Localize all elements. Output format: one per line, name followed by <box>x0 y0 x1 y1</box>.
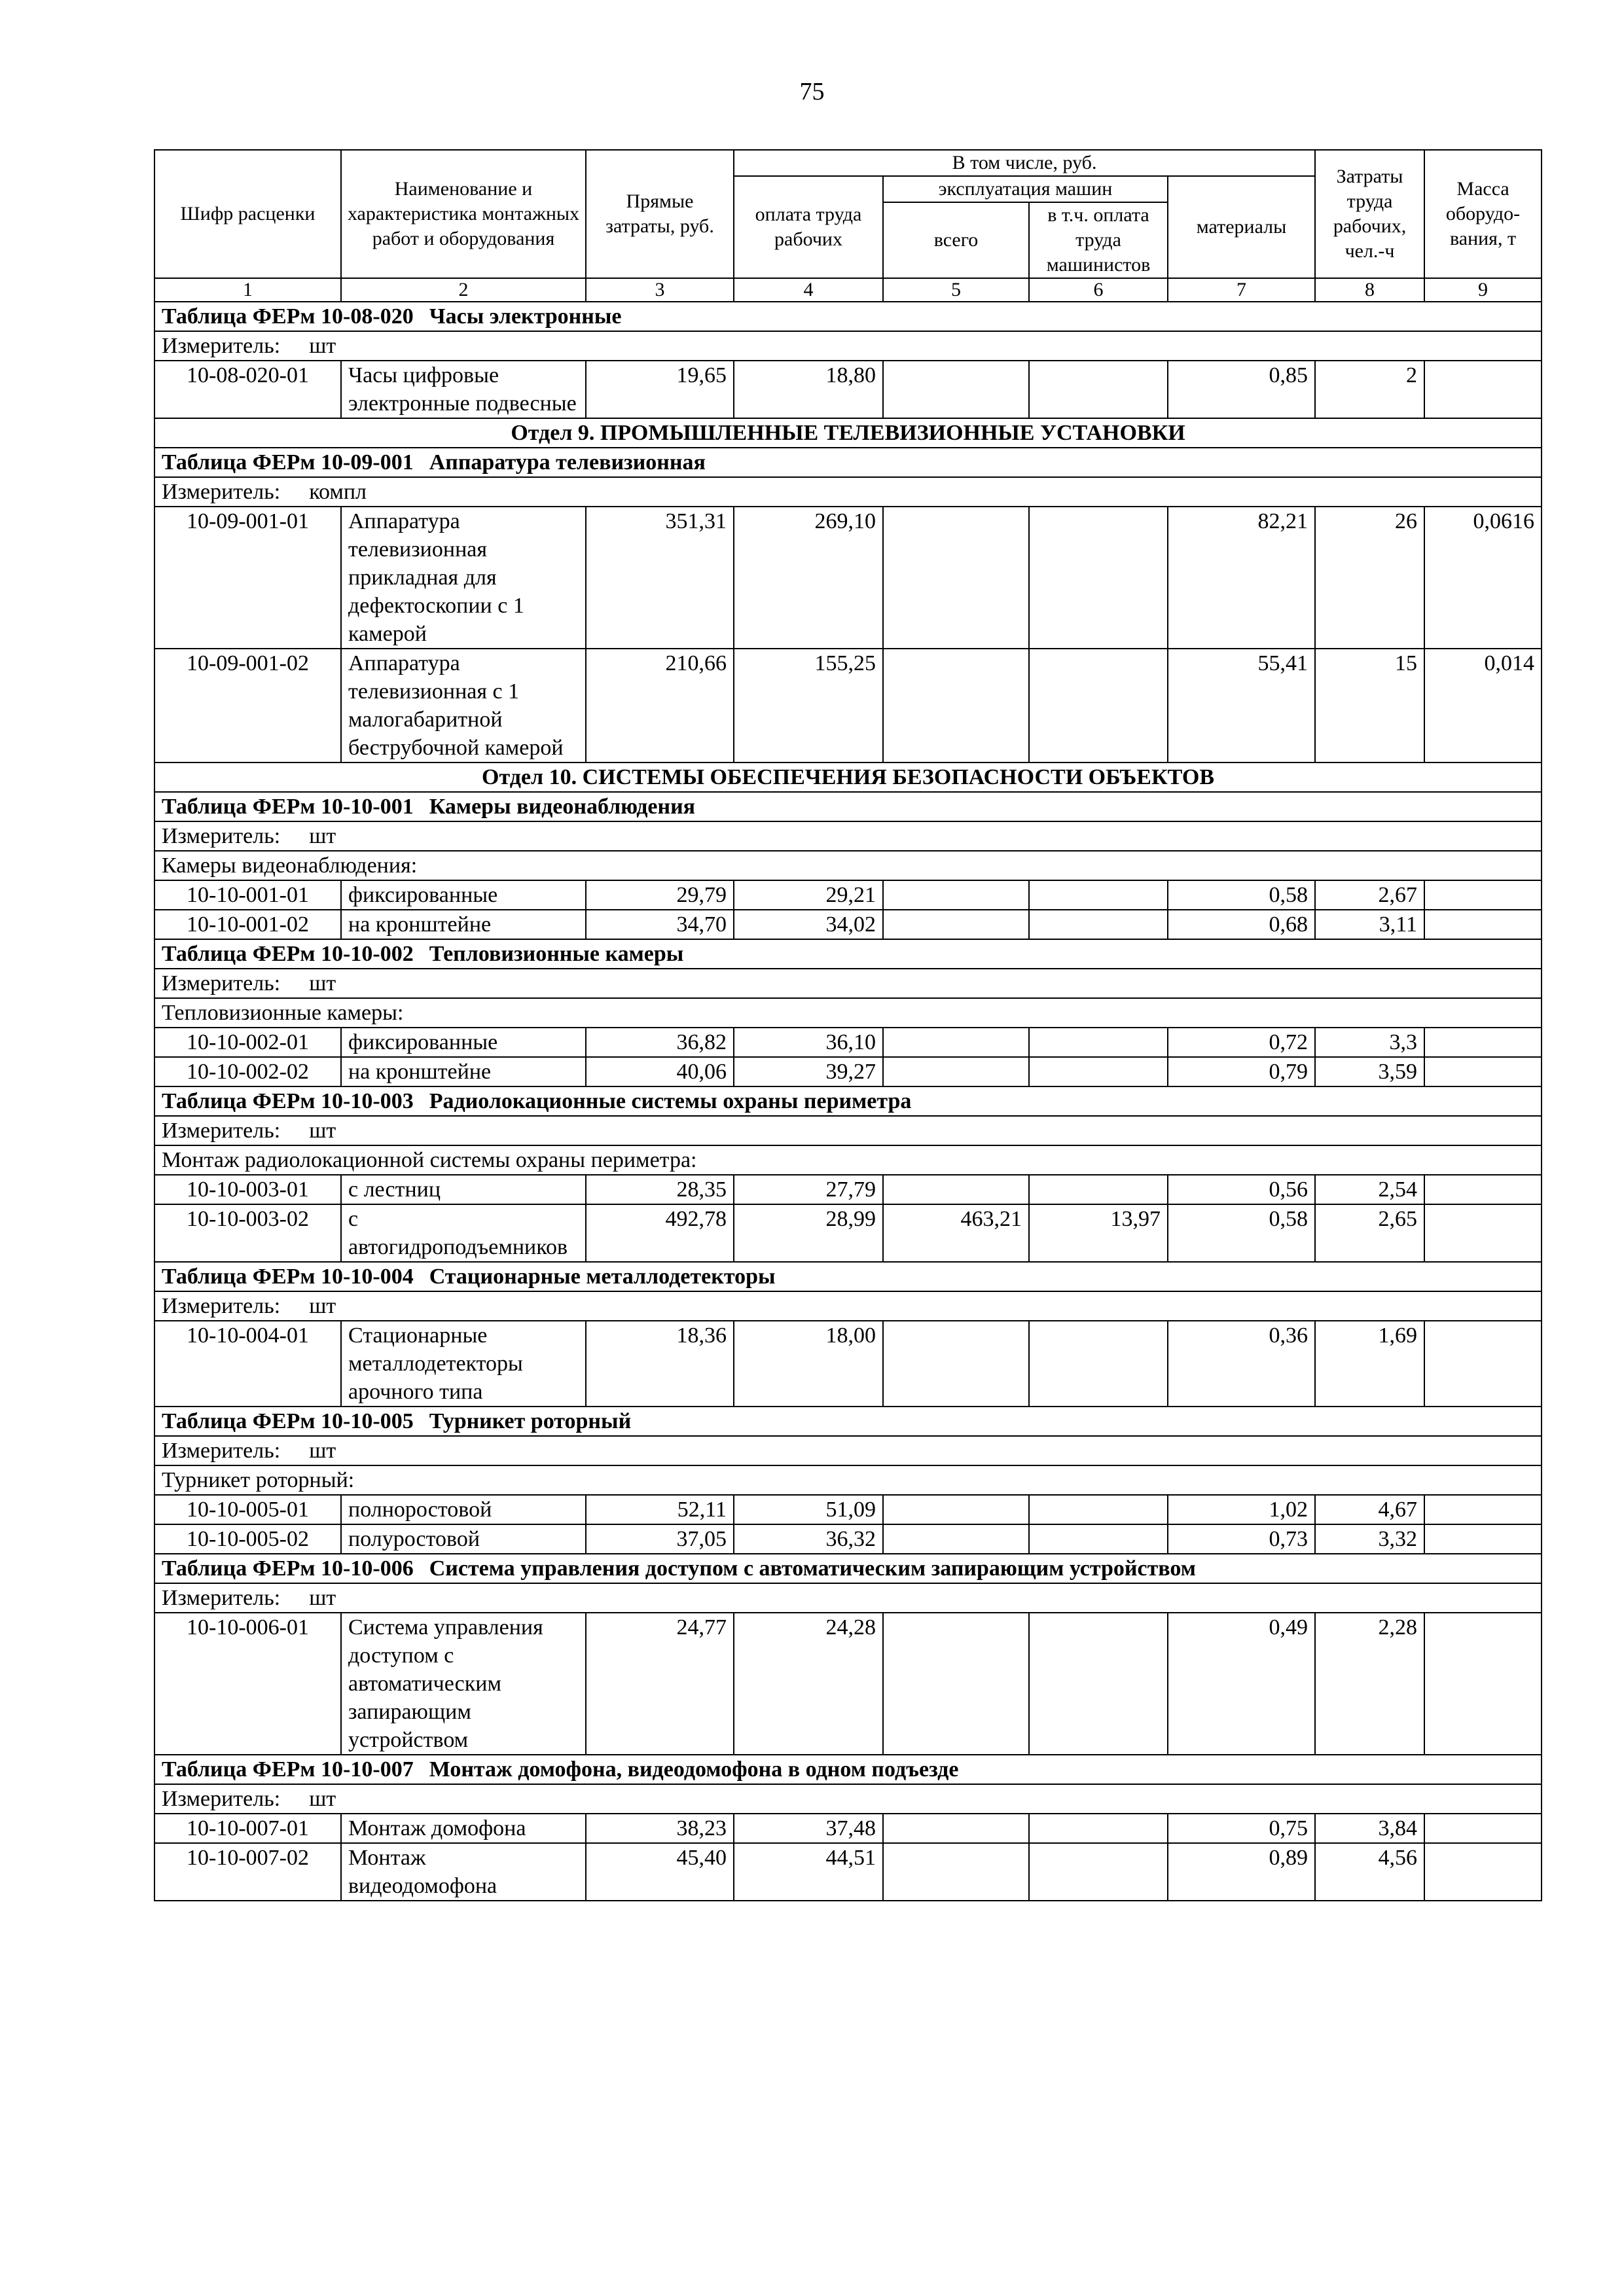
table-body <box>154 302 1542 1901</box>
labor-pay: 18,00 <box>734 1321 883 1407</box>
direct-cost: 18,36 <box>586 1321 734 1407</box>
table-row <box>154 507 1542 649</box>
labor-pay: 18,80 <box>734 361 883 418</box>
table-title-cell <box>154 448 1542 477</box>
labor-pay: 29,21 <box>734 880 883 910</box>
table-label: Таблица ФЕРм 10-08-020 <box>162 304 414 329</box>
labor-pay: 24,28 <box>734 1613 883 1755</box>
work-name: с автогидроподъемников <box>341 1204 586 1262</box>
table-title-cell <box>154 1086 1542 1116</box>
group-label: Монтаж радиолокационной системы охраны периметра: <box>154 1145 1542 1175</box>
machines-total <box>883 1057 1029 1086</box>
direct-cost: 492,78 <box>586 1204 734 1262</box>
table-title <box>162 793 1534 821</box>
table-name: Аппаратура телевизионная <box>429 450 706 475</box>
table-title-row <box>154 302 1542 331</box>
table-title-row <box>154 1755 1542 1784</box>
rate-code: 10-08-020-01 <box>154 361 341 418</box>
meter-cell <box>154 1291 1542 1321</box>
equipment-mass <box>1424 1028 1542 1057</box>
work-name: Монтаж видеодомофона <box>341 1843 586 1901</box>
work-name: фиксированные <box>341 1028 586 1057</box>
direct-cost: 28,35 <box>586 1175 734 1204</box>
column-numbers-row <box>154 278 1542 302</box>
meter-unit: компл <box>309 480 367 504</box>
equipment-mass <box>1424 1175 1542 1204</box>
table-title-cell <box>154 939 1542 969</box>
rate-code: 10-10-005-01 <box>154 1495 341 1524</box>
labor-pay: 34,02 <box>734 910 883 939</box>
meter-cell <box>154 821 1542 851</box>
header-code: Шифр расценки <box>154 150 341 278</box>
table-label: Таблица ФЕРм 10-10-005 <box>162 1409 414 1433</box>
labor-hours: 3,32 <box>1315 1524 1424 1554</box>
table-name: Монтаж домофона, видеодомофона в одном подъезде <box>429 1757 959 1782</box>
table-title-cell <box>154 1755 1542 1784</box>
labor-hours: 2,28 <box>1315 1613 1424 1755</box>
meter-unit: шт <box>309 1119 336 1143</box>
machines-total <box>883 361 1029 418</box>
table-row <box>154 1321 1542 1407</box>
materials-cost: 1,02 <box>1168 1495 1315 1524</box>
column-number: 3 <box>586 278 734 302</box>
labor-hours: 3,11 <box>1315 910 1424 939</box>
machines-total <box>883 1028 1029 1057</box>
labor-hours: 2,65 <box>1315 1204 1424 1262</box>
meter-label: Измеритель: <box>162 334 281 358</box>
table-title-cell <box>154 302 1542 331</box>
materials-cost: 0,49 <box>1168 1613 1315 1755</box>
section-title: Отдел 9. ПРОМЫШЛЕННЫЕ ТЕЛЕВИЗИОННЫЕ УСТАНОВКИ <box>154 418 1542 448</box>
machines-total <box>883 507 1029 649</box>
work-name: полуростовой <box>341 1524 586 1554</box>
group-row <box>154 851 1542 880</box>
table-title <box>162 1087 1534 1115</box>
machines-labor-pay <box>1029 1814 1168 1843</box>
materials-cost: 82,21 <box>1168 507 1315 649</box>
header-materials: материалы <box>1168 176 1315 278</box>
meter-row <box>154 1436 1542 1465</box>
table-row <box>154 910 1542 939</box>
labor-pay: 37,48 <box>734 1814 883 1843</box>
table-title-row <box>154 1407 1542 1436</box>
work-name: Аппаратура телевизионная прикладная для дефектоскопии с 1 камерой <box>341 507 586 649</box>
rate-code: 10-10-002-02 <box>154 1057 341 1086</box>
table-row <box>154 880 1542 910</box>
meter-cell <box>154 1784 1542 1814</box>
direct-cost: 210,66 <box>586 649 734 762</box>
table-row <box>154 1843 1542 1901</box>
machines-total: 463,21 <box>883 1204 1029 1262</box>
table-label: Таблица ФЕРм 10-10-001 <box>162 795 414 819</box>
group-row <box>154 998 1542 1028</box>
meter-row <box>154 821 1542 851</box>
meter-cell <box>154 331 1542 361</box>
meter-row <box>154 477 1542 507</box>
machines-labor-pay <box>1029 1613 1168 1755</box>
work-name: Монтаж домофона <box>341 1814 586 1843</box>
labor-hours: 4,56 <box>1315 1843 1424 1901</box>
work-name: Аппаратура телевизионная с 1 малогабаритной беструбочной камерой <box>341 649 586 762</box>
table-name: Турникет роторный <box>429 1409 632 1433</box>
labor-pay: 269,10 <box>734 507 883 649</box>
equipment-mass <box>1424 1524 1542 1554</box>
materials-cost: 0,85 <box>1168 361 1315 418</box>
rate-code: 10-09-001-02 <box>154 649 341 762</box>
labor-hours: 2,67 <box>1315 880 1424 910</box>
equipment-mass <box>1424 1613 1542 1755</box>
labor-pay: 51,09 <box>734 1495 883 1524</box>
table-name: Система управления доступом с автоматическим запирающим устройством <box>429 1556 1196 1581</box>
table-name: Радиолокационные системы охраны периметра <box>429 1089 912 1113</box>
table-row <box>154 1175 1542 1204</box>
work-name: Часы цифровые электронные подвесные <box>341 361 586 418</box>
equipment-mass <box>1424 361 1542 418</box>
materials-cost: 0,36 <box>1168 1321 1315 1407</box>
work-name: Стационарные металлодетекторы арочного типа <box>341 1321 586 1407</box>
equipment-mass: 0,014 <box>1424 649 1542 762</box>
column-number: 6 <box>1029 278 1168 302</box>
meter-row <box>154 331 1542 361</box>
rate-code: 10-09-001-01 <box>154 507 341 649</box>
equipment-mass <box>1424 1843 1542 1901</box>
header-machines: эксплуатация машин <box>883 176 1168 202</box>
table-row <box>154 1495 1542 1524</box>
group-label: Турникет роторный: <box>154 1465 1542 1495</box>
meter-cell <box>154 1436 1542 1465</box>
table-title-row <box>154 1262 1542 1291</box>
table-row <box>154 361 1542 418</box>
table-row <box>154 1814 1542 1843</box>
table-title <box>162 1263 1534 1291</box>
table-title <box>162 940 1534 968</box>
machines-total <box>883 1814 1029 1843</box>
group-row <box>154 1465 1542 1495</box>
machines-total <box>883 1495 1029 1524</box>
meter-row <box>154 1116 1542 1145</box>
table-title <box>162 1554 1534 1583</box>
direct-cost: 34,70 <box>586 910 734 939</box>
labor-hours: 3,59 <box>1315 1057 1424 1086</box>
section-row <box>154 418 1542 448</box>
equipment-mass <box>1424 1814 1542 1843</box>
header-name: Наименование и характеристика монтажных работ и оборудования <box>341 150 586 278</box>
machines-total <box>883 1175 1029 1204</box>
meter-unit: шт <box>309 971 336 996</box>
section-row <box>154 762 1542 792</box>
materials-cost: 0,72 <box>1168 1028 1315 1057</box>
table-title <box>162 1755 1534 1784</box>
rates-table <box>154 149 1542 1901</box>
labor-hours: 15 <box>1315 649 1424 762</box>
labor-hours: 2 <box>1315 361 1424 418</box>
table-title <box>162 302 1534 331</box>
rate-code: 10-10-007-02 <box>154 1843 341 1901</box>
column-number: 8 <box>1315 278 1424 302</box>
group-label: Тепловизионные камеры: <box>154 998 1542 1028</box>
materials-cost: 0,75 <box>1168 1814 1315 1843</box>
labor-hours: 26 <box>1315 507 1424 649</box>
header-labor: оплата труда рабочих <box>734 176 883 278</box>
table-title-row <box>154 448 1542 477</box>
meter-label: Измеритель: <box>162 1439 281 1463</box>
table-title-row <box>154 792 1542 821</box>
table-title-cell <box>154 1407 1542 1436</box>
machines-labor-pay <box>1029 1321 1168 1407</box>
direct-cost: 45,40 <box>586 1843 734 1901</box>
machines-labor-pay <box>1029 1495 1168 1524</box>
table-row <box>154 1204 1542 1262</box>
labor-hours: 3,3 <box>1315 1028 1424 1057</box>
labor-hours: 1,69 <box>1315 1321 1424 1407</box>
table-name: Часы электронные <box>429 304 622 329</box>
direct-cost: 351,31 <box>586 507 734 649</box>
machines-labor-pay <box>1029 1028 1168 1057</box>
machines-labor-pay <box>1029 880 1168 910</box>
meter-label: Измеритель: <box>162 1787 281 1811</box>
machines-total <box>883 1843 1029 1901</box>
direct-cost: 29,79 <box>586 880 734 910</box>
rate-code: 10-10-005-02 <box>154 1524 341 1554</box>
table-label: Таблица ФЕРм 10-10-002 <box>162 942 414 966</box>
column-number: 1 <box>154 278 341 302</box>
work-name: с лестниц <box>341 1175 586 1204</box>
rate-code: 10-10-003-01 <box>154 1175 341 1204</box>
table-row <box>154 1613 1542 1755</box>
header-machines-labor: в т.ч. оплата труда машинистов <box>1029 202 1168 278</box>
machines-labor-pay <box>1029 361 1168 418</box>
direct-cost: 40,06 <box>586 1057 734 1086</box>
machines-labor-pay <box>1029 1057 1168 1086</box>
header-labor-cost: Затраты труда рабочих, чел.-ч <box>1315 150 1424 278</box>
machines-total <box>883 880 1029 910</box>
table-label: Таблица ФЕРм 10-09-001 <box>162 450 414 475</box>
equipment-mass <box>1424 1057 1542 1086</box>
meter-cell <box>154 1116 1542 1145</box>
table-name: Камеры видеонаблюдения <box>429 795 696 819</box>
rate-code: 10-10-002-01 <box>154 1028 341 1057</box>
table-label: Таблица ФЕРм 10-10-007 <box>162 1757 414 1782</box>
direct-cost: 24,77 <box>586 1613 734 1755</box>
machines-labor-pay <box>1029 910 1168 939</box>
labor-hours: 4,67 <box>1315 1495 1424 1524</box>
meter-label: Измеритель: <box>162 824 281 848</box>
table-row <box>154 1057 1542 1086</box>
header-machines-total: всего <box>883 202 1029 278</box>
labor-pay: 27,79 <box>734 1175 883 1204</box>
work-name: на кронштейне <box>341 910 586 939</box>
column-number: 2 <box>341 278 586 302</box>
machines-total <box>883 1524 1029 1554</box>
direct-cost: 37,05 <box>586 1524 734 1554</box>
column-number: 7 <box>1168 278 1315 302</box>
meter-cell <box>154 1583 1542 1613</box>
meter-unit: шт <box>309 1294 336 1318</box>
table-label: Таблица ФЕРм 10-10-003 <box>162 1089 414 1113</box>
rate-code: 10-10-001-02 <box>154 910 341 939</box>
materials-cost: 55,41 <box>1168 649 1315 762</box>
machines-total <box>883 910 1029 939</box>
header-direct: Прямые затраты, руб. <box>586 150 734 278</box>
page-number: 75 <box>799 78 825 105</box>
materials-cost: 0,56 <box>1168 1175 1315 1204</box>
meter-unit: шт <box>309 824 336 848</box>
table-header <box>154 150 1542 302</box>
machines-total <box>883 649 1029 762</box>
equipment-mass <box>1424 1204 1542 1262</box>
meter-label: Измеритель: <box>162 1586 281 1610</box>
table-row <box>154 649 1542 762</box>
work-name: фиксированные <box>341 880 586 910</box>
equipment-mass <box>1424 1495 1542 1524</box>
meter-unit: шт <box>309 1787 336 1811</box>
equipment-mass <box>1424 880 1542 910</box>
labor-hours: 2,54 <box>1315 1175 1424 1204</box>
machines-labor-pay <box>1029 1175 1168 1204</box>
materials-cost: 0,89 <box>1168 1843 1315 1901</box>
table-name: Стационарные металлодетекторы <box>429 1265 776 1289</box>
machines-labor-pay <box>1029 649 1168 762</box>
table-title <box>162 1407 1534 1435</box>
meter-unit: шт <box>309 1586 336 1610</box>
meter-label: Измеритель: <box>162 1294 281 1318</box>
meter-row <box>154 1583 1542 1613</box>
direct-cost: 38,23 <box>586 1814 734 1843</box>
meter-label: Измеритель: <box>162 480 281 504</box>
table-title <box>162 448 1534 476</box>
materials-cost: 0,58 <box>1168 1204 1315 1262</box>
equipment-mass <box>1424 910 1542 939</box>
equipment-mass: 0,0616 <box>1424 507 1542 649</box>
labor-hours: 3,84 <box>1315 1814 1424 1843</box>
table-title-row <box>154 939 1542 969</box>
meter-cell <box>154 969 1542 998</box>
work-name: Система управления доступом с автоматическим запирающим устройством <box>341 1613 586 1755</box>
table-row <box>154 1028 1542 1057</box>
machines-labor-pay: 13,97 <box>1029 1204 1168 1262</box>
machines-total <box>883 1613 1029 1755</box>
meter-row <box>154 1784 1542 1814</box>
labor-pay: 44,51 <box>734 1843 883 1901</box>
labor-pay: 39,27 <box>734 1057 883 1086</box>
header-mass: Масса оборудо-вания, т <box>1424 150 1542 278</box>
table-title-cell <box>154 1554 1542 1583</box>
table-title-row <box>154 1554 1542 1583</box>
meter-unit: шт <box>309 334 336 358</box>
machines-labor-pay <box>1029 1843 1168 1901</box>
header-including: В том числе, руб. <box>734 150 1315 176</box>
machines-labor-pay <box>1029 1524 1168 1554</box>
column-number: 5 <box>883 278 1029 302</box>
table-name: Тепловизионные камеры <box>429 942 684 966</box>
table-title-cell <box>154 792 1542 821</box>
meter-cell <box>154 477 1542 507</box>
work-name: на кронштейне <box>341 1057 586 1086</box>
group-label: Камеры видеонаблюдения: <box>154 851 1542 880</box>
labor-pay: 28,99 <box>734 1204 883 1262</box>
machines-labor-pay <box>1029 507 1168 649</box>
column-number: 9 <box>1424 278 1542 302</box>
direct-cost: 52,11 <box>586 1495 734 1524</box>
meter-label: Измеритель: <box>162 971 281 996</box>
rate-code: 10-10-004-01 <box>154 1321 341 1407</box>
direct-cost: 19,65 <box>586 361 734 418</box>
equipment-mass <box>1424 1321 1542 1407</box>
labor-pay: 36,10 <box>734 1028 883 1057</box>
machines-total <box>883 1321 1029 1407</box>
labor-pay: 36,32 <box>734 1524 883 1554</box>
materials-cost: 0,79 <box>1168 1057 1315 1086</box>
rate-code: 10-10-001-01 <box>154 880 341 910</box>
table-label: Таблица ФЕРм 10-10-004 <box>162 1265 414 1289</box>
materials-cost: 0,68 <box>1168 910 1315 939</box>
section-title: Отдел 10. СИСТЕМЫ ОБЕСПЕЧЕНИЯ БЕЗОПАСНОСТИ ОБЪЕКТОВ <box>154 762 1542 792</box>
work-name: полноростовой <box>341 1495 586 1524</box>
meter-label: Измеритель: <box>162 1119 281 1143</box>
rate-code: 10-10-007-01 <box>154 1814 341 1843</box>
meter-unit: шт <box>309 1439 336 1463</box>
table-row <box>154 1524 1542 1554</box>
table-label: Таблица ФЕРм 10-10-006 <box>162 1556 414 1581</box>
meter-row <box>154 969 1542 998</box>
direct-cost: 36,82 <box>586 1028 734 1057</box>
labor-pay: 155,25 <box>734 649 883 762</box>
materials-cost: 0,58 <box>1168 880 1315 910</box>
meter-row <box>154 1291 1542 1321</box>
column-number: 4 <box>734 278 883 302</box>
group-row <box>154 1145 1542 1175</box>
rate-code: 10-10-003-02 <box>154 1204 341 1262</box>
materials-cost: 0,73 <box>1168 1524 1315 1554</box>
table-title-row <box>154 1086 1542 1116</box>
table-title-cell <box>154 1262 1542 1291</box>
rate-code: 10-10-006-01 <box>154 1613 341 1755</box>
